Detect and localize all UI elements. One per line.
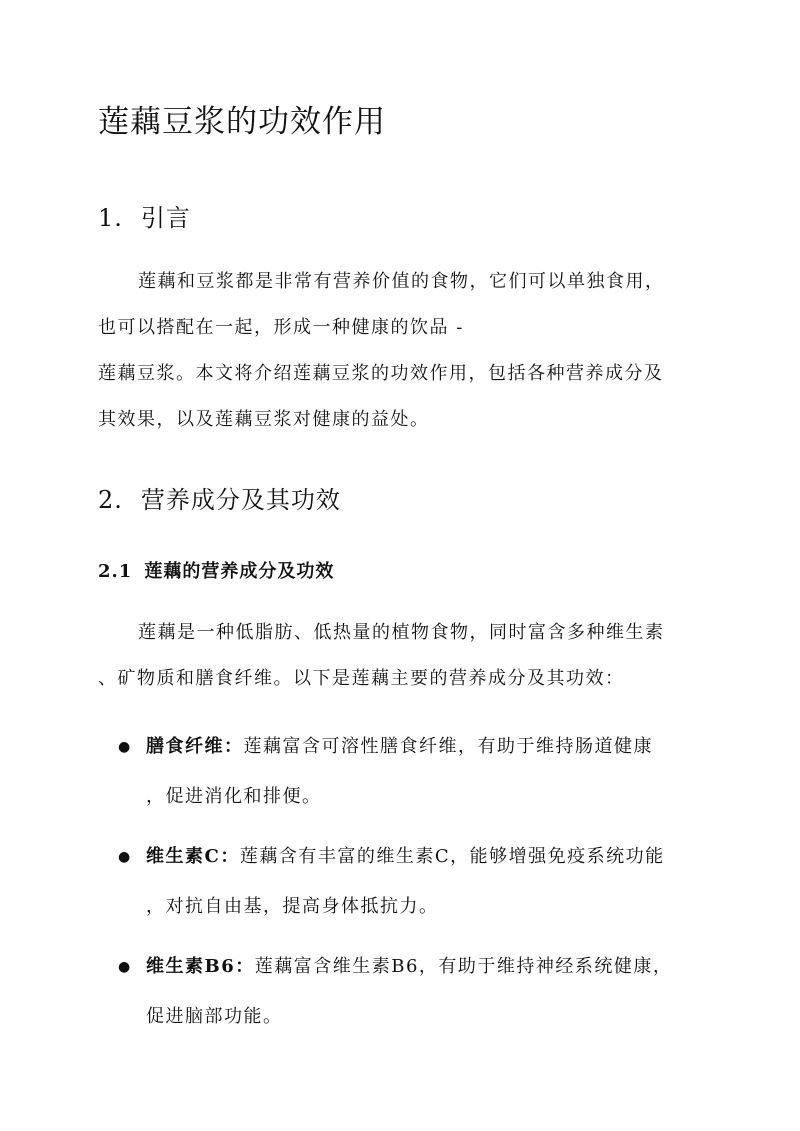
subsection-heading-lotus-root bbox=[98, 557, 334, 583]
list-item-text: 莲藕富含维生素B6，有助于维持神经系统健康， bbox=[254, 956, 673, 977]
list-item-content bbox=[98, 942, 702, 1042]
section-number: 2. bbox=[98, 486, 123, 514]
list-item-content bbox=[98, 832, 702, 932]
list-item bbox=[98, 942, 702, 1042]
list-item-content bbox=[98, 722, 702, 822]
bullet-dot-icon: ● bbox=[118, 959, 132, 975]
paragraph-line: 莲藕和豆浆都是非常有营养价值的食物，它们可以单独食用， bbox=[138, 271, 665, 292]
introduction-paragraph bbox=[98, 259, 702, 443]
section-title: 引言 bbox=[140, 204, 191, 232]
lotus-root-paragraph bbox=[98, 610, 702, 702]
list-item-text: 莲藕富含可溶性膳食纤维，有助于维持肠道健康 bbox=[243, 736, 653, 757]
section-title: 营养成分及其功效 bbox=[140, 486, 341, 514]
list-item-line bbox=[146, 942, 702, 992]
list-item-term: 膳食纤维： bbox=[146, 736, 244, 757]
bullet-dot-icon: ● bbox=[118, 739, 132, 755]
paragraph-line: 莲藕是一种低脂肪、低热量的植物食物，同时富含多种维生素 bbox=[138, 622, 665, 643]
list-item-line: ，促进消化和排便。 bbox=[146, 786, 322, 807]
list-item-line: 促进脑部功能。 bbox=[146, 1006, 283, 1027]
paragraph-line: 莲藕豆浆。本文将介绍莲藕豆浆的功效作用，包括各种营养成分及 bbox=[98, 363, 664, 384]
section-number: 1. bbox=[98, 204, 123, 232]
list-item bbox=[98, 722, 702, 822]
list-item-text: 莲藕含有丰富的维生素C，能够增强免疫系统功能 bbox=[239, 846, 665, 867]
page-title: 莲藕豆浆的功效作用 bbox=[98, 104, 386, 140]
paragraph-line: 其效果，以及莲藕豆浆对健康的益处。 bbox=[98, 409, 430, 430]
section-heading-nutrition bbox=[98, 480, 341, 515]
list-item-term: 维生素B6： bbox=[146, 956, 255, 977]
list-item-line bbox=[146, 722, 702, 772]
list-item bbox=[98, 832, 702, 932]
paragraph-line: 也可以搭配在一起，形成一种健康的饮品 - bbox=[98, 317, 464, 338]
paragraph-line: 、矿物质和膳食纤维。以下是莲藕主要的营养成分及其功效： bbox=[98, 668, 625, 689]
list-item-line bbox=[146, 832, 702, 882]
list-item-line: ，对抗自由基，提高身体抵抗力。 bbox=[146, 896, 439, 917]
section-heading-introduction bbox=[98, 198, 191, 233]
bullet-dot-icon: ● bbox=[118, 849, 132, 865]
subsection-title: 莲藕的营养成分及功效 bbox=[144, 561, 335, 582]
subsection-number: 2.1 bbox=[98, 561, 133, 582]
list-item-term: 维生素C： bbox=[146, 846, 240, 867]
